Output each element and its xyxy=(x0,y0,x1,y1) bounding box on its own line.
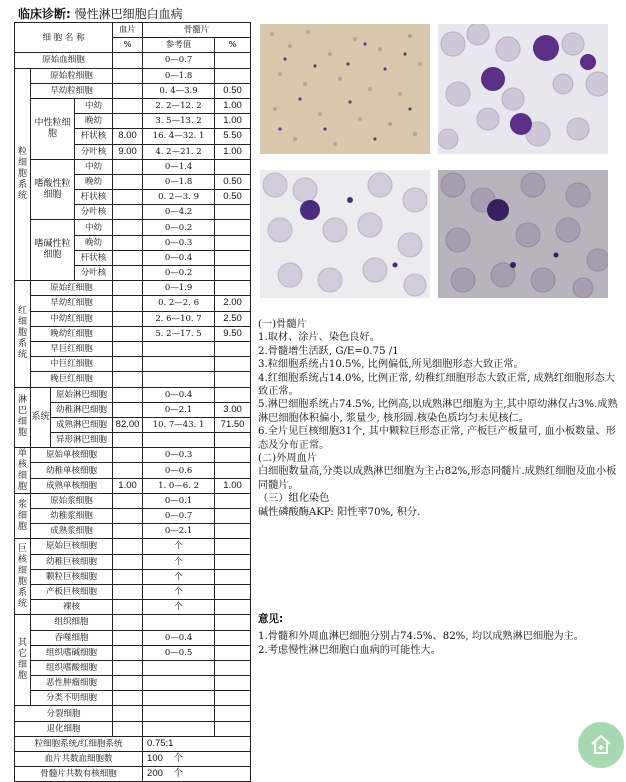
ref-value: 0—2.1 xyxy=(143,524,215,539)
blood-value: 82.00 xyxy=(113,417,143,432)
blood-smear-photo-2 xyxy=(438,170,608,298)
row-label: 早巨红细胞 xyxy=(31,341,113,356)
row-label: 晚幼 xyxy=(75,174,113,189)
marrow-value: 0.50 xyxy=(215,174,251,189)
opinion-line: 1.骨髓和外周血淋巴细胞分别占74.5%、82%, 均以成熟淋巴细胞为主。 xyxy=(258,631,584,642)
marrow-value: 1.00 xyxy=(215,144,251,159)
row-label: 原始浆细胞 xyxy=(31,493,113,508)
ref-value: 0—0.7 xyxy=(143,509,215,524)
group-monocyte: 单核细胞 xyxy=(15,448,31,494)
group-erythroid: 红细胞系统 xyxy=(15,281,31,387)
row-label: 异形淋巴细胞 xyxy=(51,433,113,448)
row-label: 成熟浆细胞 xyxy=(31,524,113,539)
marrow-lowpower-photo xyxy=(260,24,430,154)
ref-value: 5. 2—17. 5 xyxy=(143,326,215,341)
ref-value: 0—0.1 xyxy=(143,493,215,508)
row-label: 颗粒巨核细胞 xyxy=(31,569,113,584)
ref-value: 0—0.4 xyxy=(143,387,215,402)
row-label: 分类不明细胞 xyxy=(31,691,113,706)
ref-value: 0. 2—3. 9 xyxy=(143,190,215,205)
row-label: 吞噬细胞 xyxy=(31,630,113,645)
row-label: 分叶核 xyxy=(75,205,113,220)
ref-value: 0—1.8 xyxy=(143,174,215,189)
findings-line: 5.淋巴细胞系统占74.5%, 比例高,以成熟淋巴细胞为主,其中原幼淋仅占3%.成熟淋巴细胞体积偏小, 浆量少, 核形圆.核染色质均匀未见核仁。 xyxy=(258,399,618,424)
row-label: 杆状核 xyxy=(75,129,113,144)
findings-line: 3.粒细胞系统占10.5%, 比例偏低,所见细胞形态大致正常。 xyxy=(258,359,524,371)
ref-value: 0—0.6 xyxy=(143,463,215,478)
blood-value: 9.00 xyxy=(113,144,143,159)
row-label: 裸核 xyxy=(31,600,113,615)
opinion-line: 2.考虑慢性淋巴细胞白血病的可能性大。 xyxy=(258,645,441,656)
ref-value: 1. 0—6. 2 xyxy=(143,478,215,493)
ref-value: 个 xyxy=(143,600,215,615)
findings-heading: (一)骨髓片 xyxy=(258,319,307,330)
ref-value: 0—0.7 xyxy=(143,53,215,68)
ref-value: 0—2.1 xyxy=(143,402,215,417)
group-eosinophil: 嗜酸性粒细胞 xyxy=(31,159,75,220)
row-label: 中幼 xyxy=(75,98,113,113)
ref-value: 3. 5—13. 2 xyxy=(143,114,215,129)
header-pct: % xyxy=(215,38,251,53)
findings-line: 碱性磷酸酶AKP: 阳性率70%, 积分. xyxy=(258,506,421,518)
row-label: 幼稚单核细胞 xyxy=(31,463,113,478)
row-label: 原始巨核细胞 xyxy=(31,539,113,554)
row-label: 晚幼 xyxy=(75,114,113,129)
findings-line: 6.全片见巨核细胞31个, 其中颗粒巨形态正常, 产板巨产板量可, 血小板数量、形态及分布正常。 xyxy=(258,426,616,451)
group-megakaryocyte: 巨核细胞系统 xyxy=(15,539,31,615)
marrow-value: 1.00 xyxy=(215,478,251,493)
cell-count-table xyxy=(14,22,251,782)
blood-value: 8.00 xyxy=(113,129,143,144)
findings-line: 1.取材、涂片、染色良好。 xyxy=(258,332,380,344)
ref-value: 个 xyxy=(143,569,215,584)
row-label: 中幼红细胞 xyxy=(31,311,113,326)
row-label: 晚幼红细胞 xyxy=(31,326,113,341)
blood-count-label: 血片共数血细胞数 xyxy=(15,752,143,767)
blood-smear-photo-1 xyxy=(260,170,430,298)
group-neutrophil: 中性粒细胞 xyxy=(31,98,75,159)
ref-value: 0—0.2 xyxy=(143,220,215,235)
row-label: 原始血细胞 xyxy=(15,53,113,68)
header-blood: 血片 xyxy=(113,23,143,38)
findings-heading: （三）组化染色 xyxy=(258,493,330,505)
header-ref: 参考值 xyxy=(143,38,215,53)
blood-value: 1.00 xyxy=(113,478,143,493)
ref-value: 16. 4—32. 1 xyxy=(143,129,215,144)
row-label: 幼稚浆细胞 xyxy=(31,509,113,524)
ref-value: 个 xyxy=(143,554,215,569)
row-label: 幼稚巨核细胞 xyxy=(31,554,113,569)
row-label: 分叶核 xyxy=(75,144,113,159)
ref-value: 4. 2—21. 2 xyxy=(143,144,215,159)
findings-line: 4.红细胞系统占14.0%, 比例正常, 幼稚红细胞形态大致正常, 成熟红细胞形态大致正常。 xyxy=(258,372,615,398)
row-label: 早幼粒细胞 xyxy=(31,83,113,98)
ref-value: 2. 6—10. 7 xyxy=(143,311,215,326)
ref-value: 0—1.8 xyxy=(143,68,215,83)
ref-value: 0—0.3 xyxy=(143,448,215,463)
findings-line: 2.骨髓增生活跃, G/E=0.75 /1 xyxy=(258,345,399,357)
group-basophil: 嗜碱性粒细胞 xyxy=(31,220,75,281)
row-label: 退化细胞 xyxy=(15,721,113,736)
findings-heading: (二)外周血片 xyxy=(258,453,317,465)
ratio-value: 0.75:1 xyxy=(143,736,251,751)
diagnosis-value: 慢性淋巴细胞白血病 xyxy=(74,7,183,21)
opinion-title: 意见: xyxy=(258,613,284,625)
ref-value: 10. 7—43. 1 xyxy=(143,417,215,432)
ratio-label: 粒细胞系统/红细胞系统 xyxy=(15,736,143,751)
marrow-value: 0.50 xyxy=(215,190,251,205)
row-label: 分裂细胞 xyxy=(15,706,113,721)
row-label: 产板巨核细胞 xyxy=(31,584,113,599)
opinion-section xyxy=(258,612,618,658)
ref-value: 2. 2—12. 2 xyxy=(143,98,215,113)
marrow-highpower-photo xyxy=(438,24,608,154)
blood-count-unit: 个 xyxy=(173,753,183,765)
blood-count-value: 100 xyxy=(147,753,163,765)
row-label: 成熟淋巴细胞 xyxy=(51,417,113,432)
row-label: 中幼 xyxy=(75,159,113,174)
row-label: 早幼红细胞 xyxy=(31,296,113,311)
marrow-value: 3.00 xyxy=(215,402,251,417)
header-pct: % xyxy=(113,38,143,53)
group-granulocyte: 粒细胞系统 xyxy=(15,68,31,281)
findings-line: 白细胞数量高,分类以成熟淋巴细胞为主占82%,形态同髓片.成熟红细胞及血小板同髓片。 xyxy=(258,466,617,491)
row-label: 中巨红细胞 xyxy=(31,357,113,372)
ref-value: 0—0.5 xyxy=(143,645,215,660)
marrow-value: 1.00 xyxy=(215,98,251,113)
row-label: 杆状核 xyxy=(75,190,113,205)
ref-value: 个 xyxy=(143,584,215,599)
clinical-diagnosis xyxy=(18,5,183,22)
marrow-value: 0.50 xyxy=(215,83,251,98)
marrow-value: 1.00 xyxy=(215,114,251,129)
home-button[interactable] xyxy=(578,722,624,768)
ref-value: 0—0.2 xyxy=(143,266,215,281)
row-label: 原始红细胞 xyxy=(31,281,113,296)
header-cell-name: 细 胞 名 称 xyxy=(15,23,113,53)
ref-value: 0—0.4 xyxy=(143,630,215,645)
row-label: 恶性肿瘤细胞 xyxy=(31,676,113,691)
marrow-count-label: 骨髓片共数有核细胞 xyxy=(15,767,143,782)
row-label: 原始淋巴细胞 xyxy=(51,387,113,402)
ref-value: 0—0.4 xyxy=(143,250,215,265)
row-label: 组织嗜酸细胞 xyxy=(31,660,113,675)
ref-value: 个 xyxy=(143,539,215,554)
findings-section xyxy=(258,318,618,519)
ref-value: 0—0.3 xyxy=(143,235,215,250)
ref-value: 0—1.4 xyxy=(143,159,215,174)
row-label: 中幼 xyxy=(75,220,113,235)
marrow-count-value: 200 xyxy=(147,768,163,780)
row-label: 原始单核细胞 xyxy=(31,448,113,463)
row-label: 分叶核 xyxy=(75,266,113,281)
row-label: 晚巨红细胞 xyxy=(31,372,113,387)
home-icon xyxy=(589,733,613,757)
row-label: 成熟单核细胞 xyxy=(31,478,113,493)
marrow-count-unit: 个 xyxy=(173,768,183,780)
row-label: 杆状核 xyxy=(75,250,113,265)
marrow-value: 2.50 xyxy=(215,311,251,326)
marrow-value: 2.00 xyxy=(215,296,251,311)
ref-value: 0—4.2 xyxy=(143,205,215,220)
marrow-value: 9.50 xyxy=(215,326,251,341)
ref-value: 0. 4—3.9 xyxy=(143,83,215,98)
row-label: 晚幼 xyxy=(75,235,113,250)
row-label: 组织细胞 xyxy=(31,615,113,630)
row-label: 幼稚淋巴细胞 xyxy=(51,402,113,417)
header-marrow: 骨髓片 xyxy=(143,23,251,38)
row-label: 组织嗜碱细胞 xyxy=(31,645,113,660)
ref-value: 0. 2—2. 6 xyxy=(143,296,215,311)
group-lymphocyte-system: 系统 xyxy=(31,387,51,448)
row-label: 原始粒细胞 xyxy=(31,68,113,83)
group-other: 其它细胞 xyxy=(15,615,31,706)
marrow-value: 71.50 xyxy=(215,417,251,432)
ref-value: 0—1.9 xyxy=(143,281,215,296)
group-lymphocyte: 淋巴细胞 xyxy=(15,387,31,448)
marrow-value: 5.50 xyxy=(215,129,251,144)
group-plasma: 浆细胞 xyxy=(15,493,31,539)
diagnosis-label: 临床诊断: xyxy=(18,7,71,21)
